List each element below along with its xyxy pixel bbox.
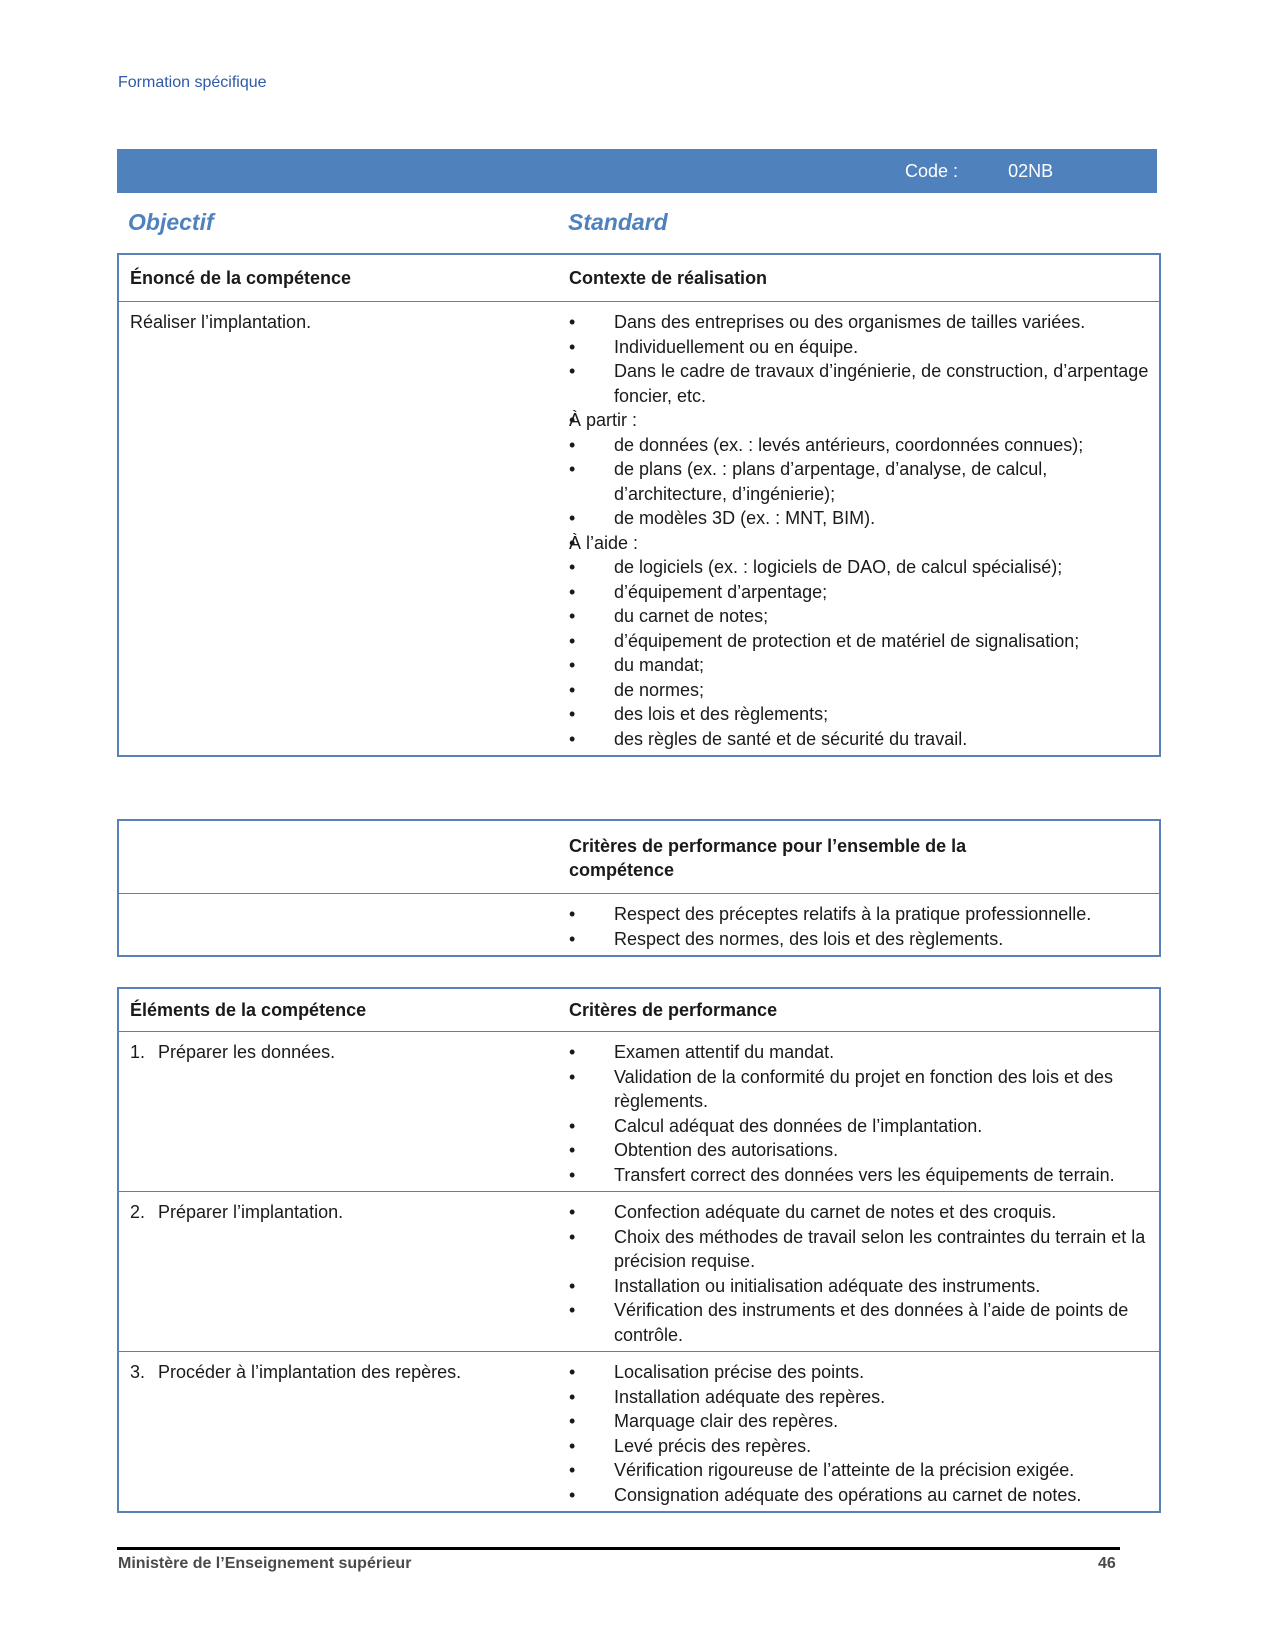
page-number: 46: [1098, 1555, 1116, 1572]
criteres-header: Critères de performance: [569, 1000, 778, 1020]
contexte-list: [569, 302, 1159, 755]
competence-table-header: [119, 255, 1159, 302]
element-cell: [130, 1200, 558, 1225]
list-item: • d’équipement de protection et de matériel de signalisation;: [569, 629, 1159, 654]
list-item: • du carnet de notes;: [569, 604, 1159, 629]
list-item: • Vérification des instruments et des données à l’aide de points de contrôle.: [569, 1298, 1159, 1347]
list-item: • de plans (ex. : plans d’arpentage, d’analyse, de calcul, d’architecture, d’ingénierie);: [569, 457, 1159, 506]
criteria-list: [569, 1192, 1159, 1351]
competence-table: [117, 253, 1161, 757]
list-item: • de modèles 3D (ex. : MNT, BIM).: [569, 506, 1159, 531]
list-item: • de logiciels (ex. : logiciels de DAO, de calcul spécialisé);: [569, 555, 1159, 580]
list-item: • des lois et des règlements;: [569, 702, 1159, 727]
footer-ministry: Ministère de l’Enseignement supérieur: [118, 1555, 412, 1572]
code-value: 02NB: [1008, 161, 1054, 181]
list-item: • Individuellement ou en équipe.: [569, 335, 1159, 360]
list-item: • Calcul adéquat des données de l’implantation.: [569, 1114, 1159, 1139]
table-row: [119, 1192, 1159, 1352]
criteria-list: [569, 1352, 1159, 1511]
code-bar: [117, 149, 1157, 193]
section-header: Formation spécifique: [118, 74, 267, 91]
list-item: • Vérification rigoureuse de l’atteinte de la précision exigée.: [569, 1458, 1159, 1483]
criteria-list: [569, 1032, 1159, 1191]
element-cell: [130, 1360, 558, 1385]
list-item: • Respect des préceptes relatifs à la pratique professionnelle.: [569, 902, 1159, 927]
elements-header: Éléments de la compétence: [130, 1000, 367, 1020]
enonce-header: Énoncé de la compétence: [130, 268, 352, 288]
list-item: • du mandat;: [569, 653, 1159, 678]
element-text: Procéder à l’implantation des repères.: [158, 1362, 462, 1382]
list-item: • Dans des entreprises ou des organismes de tailles variées.: [569, 310, 1159, 335]
standard-title: Standard: [568, 209, 668, 235]
enonce-text: Réaliser l’implantation.: [130, 312, 312, 332]
element-text: Préparer les données.: [158, 1042, 336, 1062]
element-text: Préparer l’implantation.: [158, 1202, 344, 1222]
context-intro: • À l’aide :: [569, 531, 1159, 556]
list-item: • Dans le cadre de travaux d’ingénierie, de construction, d’arpentage foncier, etc.: [569, 359, 1159, 408]
list-item: • Choix des méthodes de travail selon les contraintes du terrain et la précision requise.: [569, 1225, 1159, 1274]
list-item: • d’équipement d’arpentage;: [569, 580, 1159, 605]
elements-table: [117, 987, 1161, 1513]
global-criteria-header: [119, 821, 1159, 894]
global-criteria-row: [119, 894, 1159, 955]
context-intro: • À partir :: [569, 408, 1159, 433]
element-number: 3.: [130, 1362, 146, 1382]
elements-table-header: [119, 989, 1159, 1032]
list-item: • Validation de la conformité du projet en fonction des lois et des règlements.: [569, 1065, 1159, 1114]
table-row: [119, 1352, 1159, 1511]
list-item: • Confection adéquate du carnet de notes et des croquis.: [569, 1200, 1159, 1225]
list-item: • Transfert correct des données vers les équipements de terrain.: [569, 1163, 1159, 1188]
list-item: • Levé précis des repères.: [569, 1434, 1159, 1459]
global-criteria-title: Critères de performance pour l’ensemble de la compétence: [569, 836, 967, 880]
element-number: 2.: [130, 1202, 146, 1222]
list-item: • Localisation précise des points.: [569, 1360, 1159, 1385]
list-item: • Installation ou initialisation adéquate des instruments.: [569, 1274, 1159, 1299]
contexte-header: Contexte de réalisation: [569, 268, 768, 288]
list-item: • Consignation adéquate des opérations au carnet de notes.: [569, 1483, 1159, 1508]
list-item: • Marquage clair des repères.: [569, 1409, 1159, 1434]
footer-rule: [117, 1547, 1120, 1550]
list-item: • Examen attentif du mandat.: [569, 1040, 1159, 1065]
global-criteria-table: [117, 819, 1161, 957]
list-item: • Respect des normes, des lois et des règlements.: [569, 927, 1159, 952]
list-item: • Installation adéquate des repères.: [569, 1385, 1159, 1410]
list-item: • Obtention des autorisations.: [569, 1138, 1159, 1163]
competence-row: [119, 302, 1159, 755]
table-row: [119, 1032, 1159, 1192]
list-item: • des règles de santé et de sécurité du travail.: [569, 727, 1159, 752]
list-item: • de données (ex. : levés antérieurs, coordonnées connues);: [569, 433, 1159, 458]
global-criteria-list: [569, 894, 1159, 955]
element-cell: [130, 1040, 558, 1065]
code-label: Code : 02NB: [905, 161, 1054, 181]
element-number: 1.: [130, 1042, 146, 1062]
objectif-title: Objectif: [128, 209, 214, 235]
list-item: • de normes;: [569, 678, 1159, 703]
